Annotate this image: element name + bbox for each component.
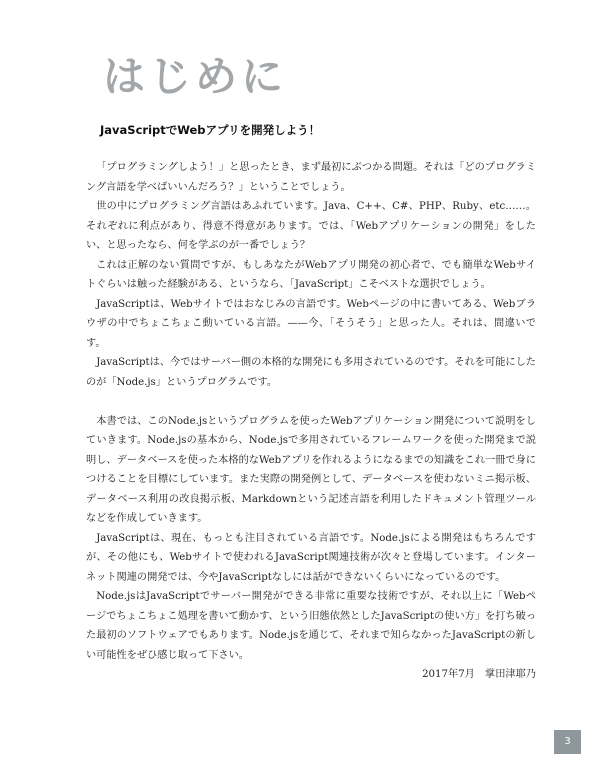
paragraph: JavaScriptは、現在、もっとも注目されている言語です。Node.jsによる開発はもちろんですが、その他にも、Webサイトで使われるJavaScript関連技術が次々と登場しています。インターネット関連の開発では、今やJavaScriptなしには話ができないくらいになっているのです。: [86, 532, 536, 583]
body-text: [86, 158, 536, 665]
paragraph: 「プログラミングしよう！」と思ったとき、まず最初にぶつかる問題。それは「どのプログラミング言語を学べばいいんだろう？」ということでしょう。: [86, 162, 536, 193]
paragraph: これは正解のない質問ですが、もしあなたがWebアプリ開発の初心者で、でも簡単なWebサイトぐらいは触った経験がある、というなら、「JavaScript」こそベストな選択でしょう。: [86, 259, 536, 290]
page-title: はじめに: [103, 52, 288, 101]
paragraph: JavaScriptは、今ではサーバー側の本格的な開発にも多用されているのです。それを可能にしたのが「Node.js」というプログラムです。: [86, 357, 536, 388]
paragraph-spacer: [86, 392, 536, 412]
page-number-badge: 3: [554, 730, 581, 754]
author-signature: 2017年7月 掌田津耶乃: [422, 669, 536, 680]
paragraph: 本書では、このNode.jsというプログラムを使ったWebアプリケーション開発について説明をしていきます。Node.jsの基本から、Node.jsで多用されているフレームワークを使った開発まで説明し、データベースを使った本格的なWebアプリを作れるようになるまでの知識をこれ一冊で身につけることを目標にしています。また実際の開発例として、データベースを使わないミニ掲示板、データベース利用の改良掲示板、Markdownという記述言語を利用したドキュメント管理ツールなどを作成していきます。: [86, 415, 536, 524]
paragraph: 世の中にプログラミング言語はあふれています。Java、C++、C#、PHP、Ruby、etc……。それぞれに利点があり、得意不得意があります。では、「Webアプリケーションの開発」をしたい、と思ったなら、何を学ぶのが一番でしょう？: [86, 201, 536, 251]
chapter-subtitle: JavaScriptでWebアプリを開発しよう！: [100, 123, 321, 137]
paragraph: Node.jsはJavaScriptでサーバー開発ができる非常に重要な技術ですが、それ以上に「Webページでちょこちょこ処理を書いて動かす、という旧態依然としたJavaScriptの使い方」を打ち破った最初のソフトウェアでもあります。Node.jsを通じて、それまで知らなかったJavaScriptの新しい可能性をぜひ感じ取って下さい。: [86, 591, 536, 661]
paragraph: JavaScriptは、Webサイトではおなじみの言語です。Webページの中に書いてある、Webブラウザの中でちょこちょこ動いている言語。——今、「そうそう」と思った人。それは、間違いです。: [86, 298, 536, 349]
